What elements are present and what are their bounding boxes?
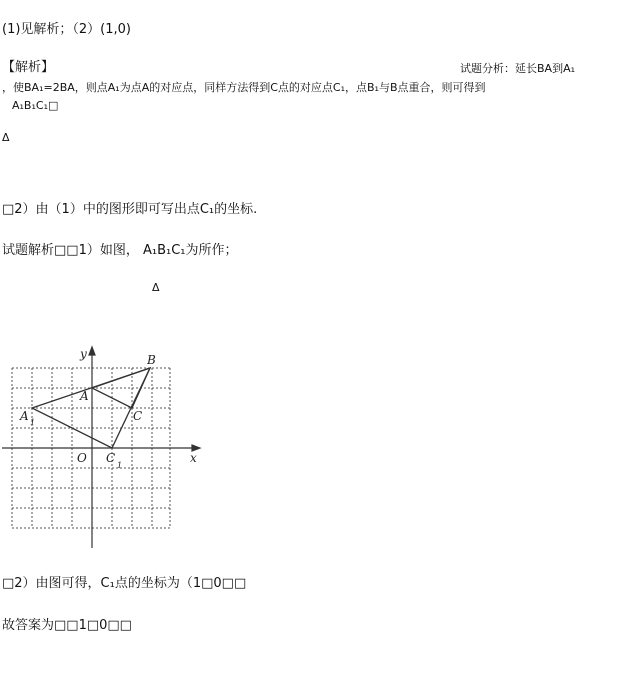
coordinate-figure xyxy=(0,338,220,558)
part2-result: □2）由图可得，C₁点的坐标为（1□0□□ xyxy=(2,576,247,591)
origin-label: O xyxy=(77,451,87,465)
triangle-symbol-1: Δ xyxy=(2,131,10,144)
point-c1-subscript: 1 xyxy=(117,461,123,470)
point-c-label: C xyxy=(133,409,143,423)
point-b-label: B xyxy=(147,353,156,367)
triangle-symbol-2: Δ xyxy=(152,281,160,294)
analysis-heading: 【解析】 xyxy=(2,60,55,75)
point-c1-label: C xyxy=(106,451,116,465)
solution-line: 试题解析□□1）如图， A₁B₁C₁为所作； xyxy=(2,243,238,258)
point-a1-subscript: 1 xyxy=(30,418,36,427)
x-axis-label: x xyxy=(190,451,197,465)
answer-line: (1)见解析；（2）(1,0) xyxy=(2,22,132,37)
final-answer: 故答案为□□1□0□□ xyxy=(2,618,132,633)
analysis-text-line3: A₁B₁C₁□ xyxy=(12,99,59,112)
analysis-text-line2: ，使BA₁=2BA，则点A₁为点A的对应点，同样方法得到C点的对应点C₁，点B₁与B点重合，则可得到 xyxy=(2,81,486,94)
analysis-tag: 试题分析：延长BA到A₁ xyxy=(460,62,576,75)
point-a-label: A xyxy=(80,389,89,403)
y-axis-label: y xyxy=(80,347,87,361)
point-a1-label: A xyxy=(20,409,29,423)
y-axis-arrow xyxy=(89,347,95,355)
part2-hint: □2）由（1）中的图形即可写出点C₁的坐标. xyxy=(2,202,258,217)
